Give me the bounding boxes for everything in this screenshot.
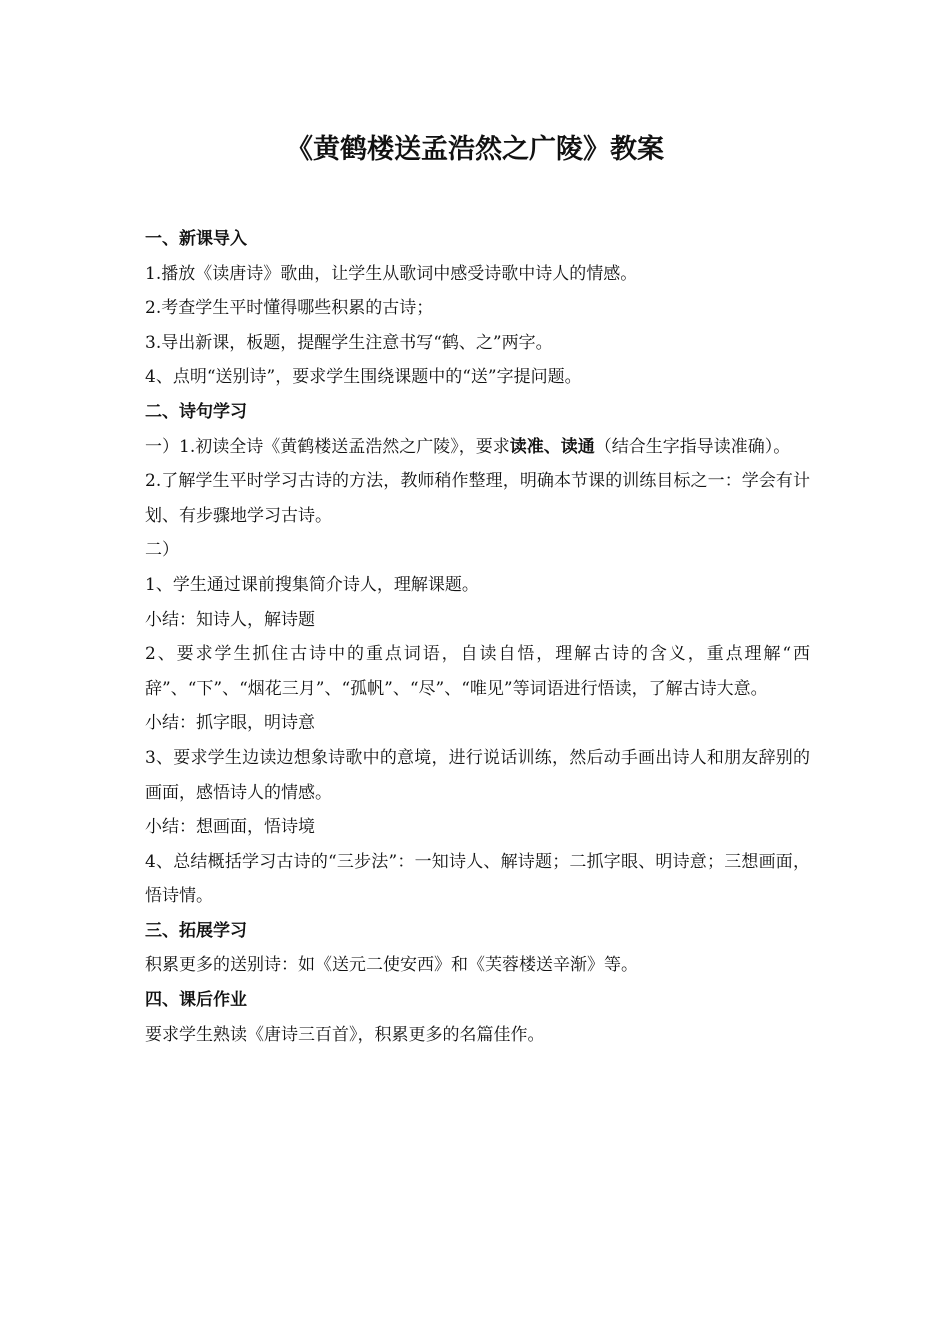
summary-line: 小结：知诗人，解诗题 <box>145 609 315 630</box>
paragraph: 要求学生熟读《唐诗三百首》，积累更多的名篇佳作。 <box>145 1024 545 1045</box>
paragraph <box>145 430 810 465</box>
section-heading: 三、拓展学习 <box>145 920 247 941</box>
paragraph: 3、要求学生边读边想象诗歌中的意境，进行说话训练，然后动手画出诗人和朋友辞别的画面，感悟诗人的情感。 <box>145 747 810 803</box>
section-heading: 一、新课导入 <box>145 229 247 249</box>
emphasis-text: 读准、读通 <box>509 436 595 457</box>
paragraph: 二） <box>145 540 179 561</box>
paragraph: 2.了解学生平时学习古诗的方法，教师稍作整理，明确本节课的训练目标之一：学会有计划、有步骤地学习古诗。 <box>145 471 810 526</box>
section-heading: 四、课后作业 <box>145 990 247 1011</box>
section-heading: 二、诗句学习 <box>145 401 247 422</box>
paragraph-text: （结合生字指导读准确）。 <box>594 436 791 457</box>
paragraph: 4、总结概括学习古诗的“三步法”：一知诗人、解诗题；二抓字眼、明诗意；三想画面，悟诗情。 <box>145 851 810 907</box>
summary-line: 小结：想画面，悟诗境 <box>145 817 315 838</box>
paragraph: 2.考查学生平时懂得哪些积累的古诗； <box>145 298 434 319</box>
paragraph: 1.播放《读唐诗》歌曲，让学生从歌词中感受诗歌中诗人的情感。 <box>145 263 638 284</box>
document-body <box>145 222 810 1052</box>
document-title: 《黄鹤楼送孟浩然之广陵》教案 <box>286 134 664 165</box>
paragraph: 积累更多的送别诗：如《送元二使安西》和《芙蓉楼送辛渐》等。 <box>145 955 638 976</box>
paragraph: 3.导出新课，板题，提醒学生注意书写“鹤、之”两字。 <box>145 332 553 353</box>
paragraph: 1、学生通过课前搜集简介诗人，理解课题。 <box>145 574 479 595</box>
paragraph-text: 一）1.初读全诗《黄鹤楼送孟浩然之广陵》，要求 <box>145 436 510 457</box>
summary-line: 小结：抓字眼，明诗意 <box>145 713 315 734</box>
paragraph: 2、要求学生抓住古诗中的重点词语，自读自悟，理解古诗的含义，重点理解“西辞”、“下”、“烟花三月”、“孤帆”、“尽”、“唯见”等词语进行悟读，了解古诗大意。 <box>145 644 810 699</box>
paragraph: 4、点明“送别诗”，要求学生围绕课题中的“送”字提问题。 <box>145 367 582 388</box>
